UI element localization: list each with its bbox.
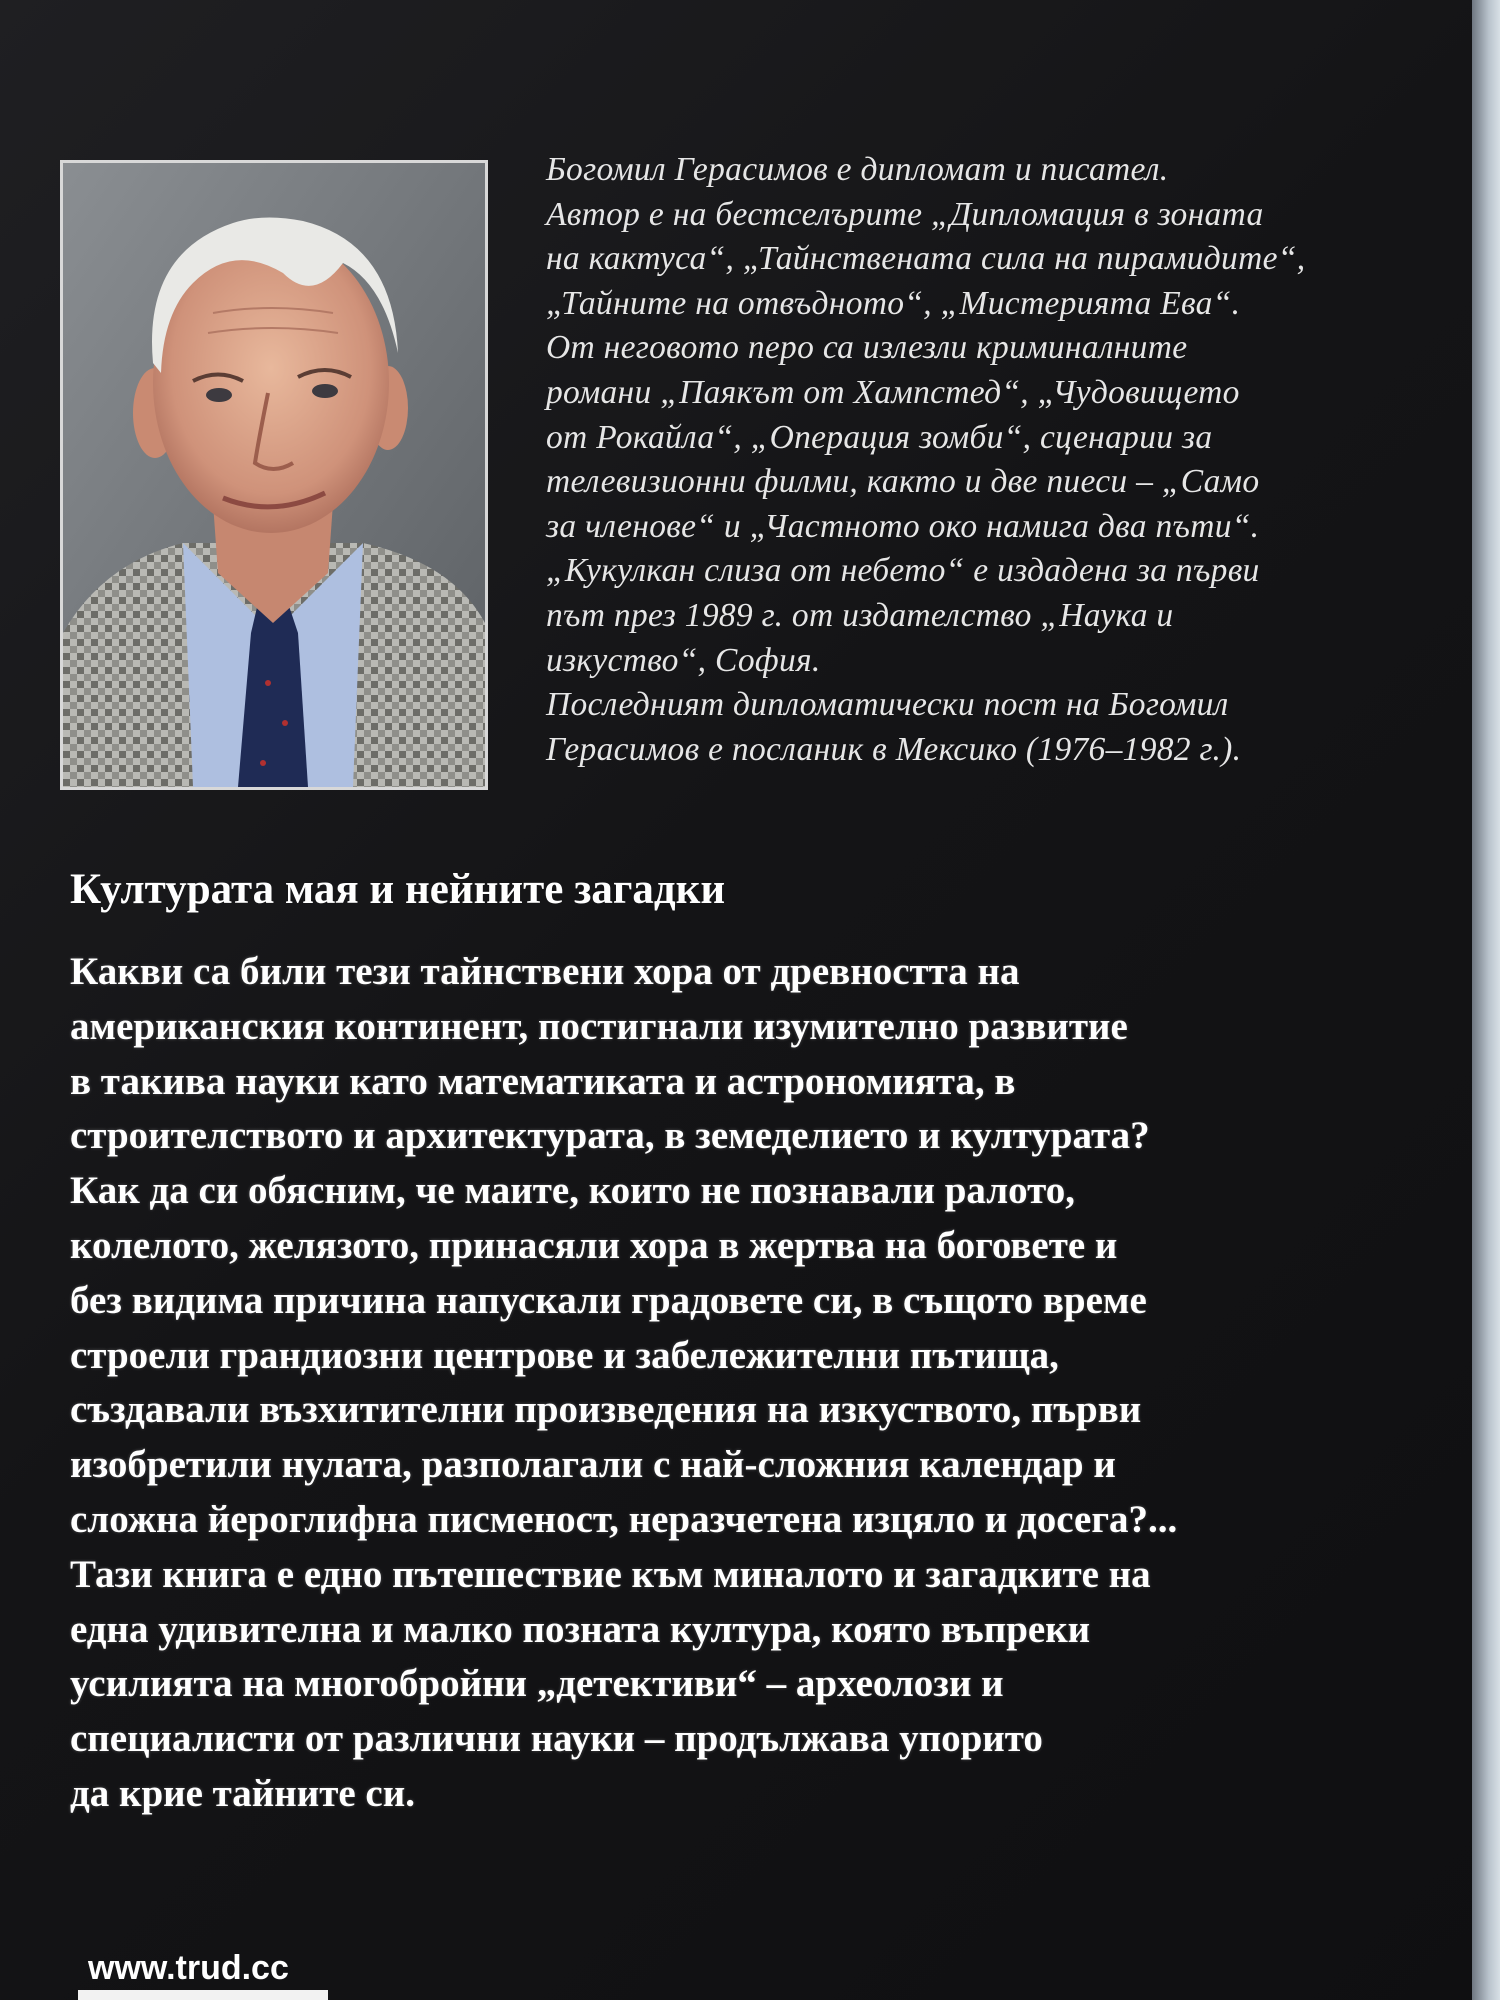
author-bio-line: От неговото перо са излезли криминалните — [546, 329, 1188, 367]
description-line: строителството и архитектурата, в земеделието и културата? — [70, 1114, 1150, 1158]
author-bio-line: от Рокайла“, „Операция зомби“, сценарии за — [546, 418, 1213, 456]
author-bio-line: Последният дипломатически пост на Богомил — [546, 686, 1229, 724]
description-line: американския континент, постигнали изумително развитие — [70, 1004, 1128, 1048]
author-bio — [546, 148, 1451, 772]
author-bio-line: Богомил Герасимов е дипломат и писател. — [546, 151, 1169, 188]
barcode-strip — [78, 1990, 328, 2000]
author-photo — [60, 160, 488, 790]
description-line: Тази книга е едно пътешествие към миналото и загадките на — [70, 1552, 1151, 1596]
description-line: Как да си обясним, че маите, които не познавали ралото, — [70, 1169, 1075, 1213]
author-bio-line: Герасимов е посланик в Мексико (1976–1982 г.). — [546, 730, 1242, 768]
description-line: колелото, желязото, принасяли хора в жертва на боговете и — [70, 1223, 1118, 1267]
description-line: изобретили нулата, разполагали с най-сложния календар и — [70, 1443, 1116, 1487]
author-bio-line: път през 1989 г. от издателство „Наука и — [546, 596, 1174, 634]
book-description — [70, 945, 1440, 1822]
description-line: усилията на многобройни „детективи“ – археолози и — [70, 1662, 1004, 1706]
description-line: строели грандиозни центрове и забележителни пътища, — [70, 1333, 1059, 1377]
author-bio-line: „Тайните на отвъдното“, „Мистерията Ева“. — [546, 284, 1241, 322]
description-line: в такива науки като математиката и астрономията, в — [70, 1059, 1016, 1103]
publisher-website: www.trud.cc — [88, 1949, 289, 1987]
description-line: Какви са били тези тайнствени хора от древността на — [70, 950, 1020, 993]
author-bio-line: за членове“ и „Частното око намига два пъти“. — [546, 507, 1260, 545]
author-bio-line: изкуство“, София. — [546, 641, 821, 679]
book-heading: Културата мая и нейните загадки — [70, 866, 726, 913]
description-line: създавали възхитителни произведения на изкуството, първи — [70, 1388, 1142, 1432]
description-line: една удивителна и малко позната култура, която въпреки — [70, 1607, 1091, 1651]
author-portrait-image — [63, 163, 485, 787]
author-bio-line: „Кукулкан слиза от небето“ е издадена за първи — [546, 552, 1260, 590]
description-line: без видима причина напускали градовете си, в същото време — [70, 1278, 1147, 1322]
page-edge — [1472, 0, 1500, 2000]
author-bio-line: на кактуса“, „Тайнствената сила на пирамидите“, — [546, 240, 1306, 278]
description-line: специалисти от различни науки – продължава упорито — [70, 1717, 1043, 1761]
author-bio-line: Автор е на бестселърите „Дипломация в зоната — [546, 195, 1264, 233]
description-line: сложна йероглифна писменост, неразчетена изцяло и досега?... — [70, 1497, 1178, 1541]
author-bio-line: телевизионни филми, както и две пиеси – „Само — [546, 463, 1260, 501]
author-bio-line: романи „Паякът от Хампстед“, „Чудовището — [546, 373, 1240, 411]
description-line: да крие тайните си. — [70, 1771, 415, 1815]
